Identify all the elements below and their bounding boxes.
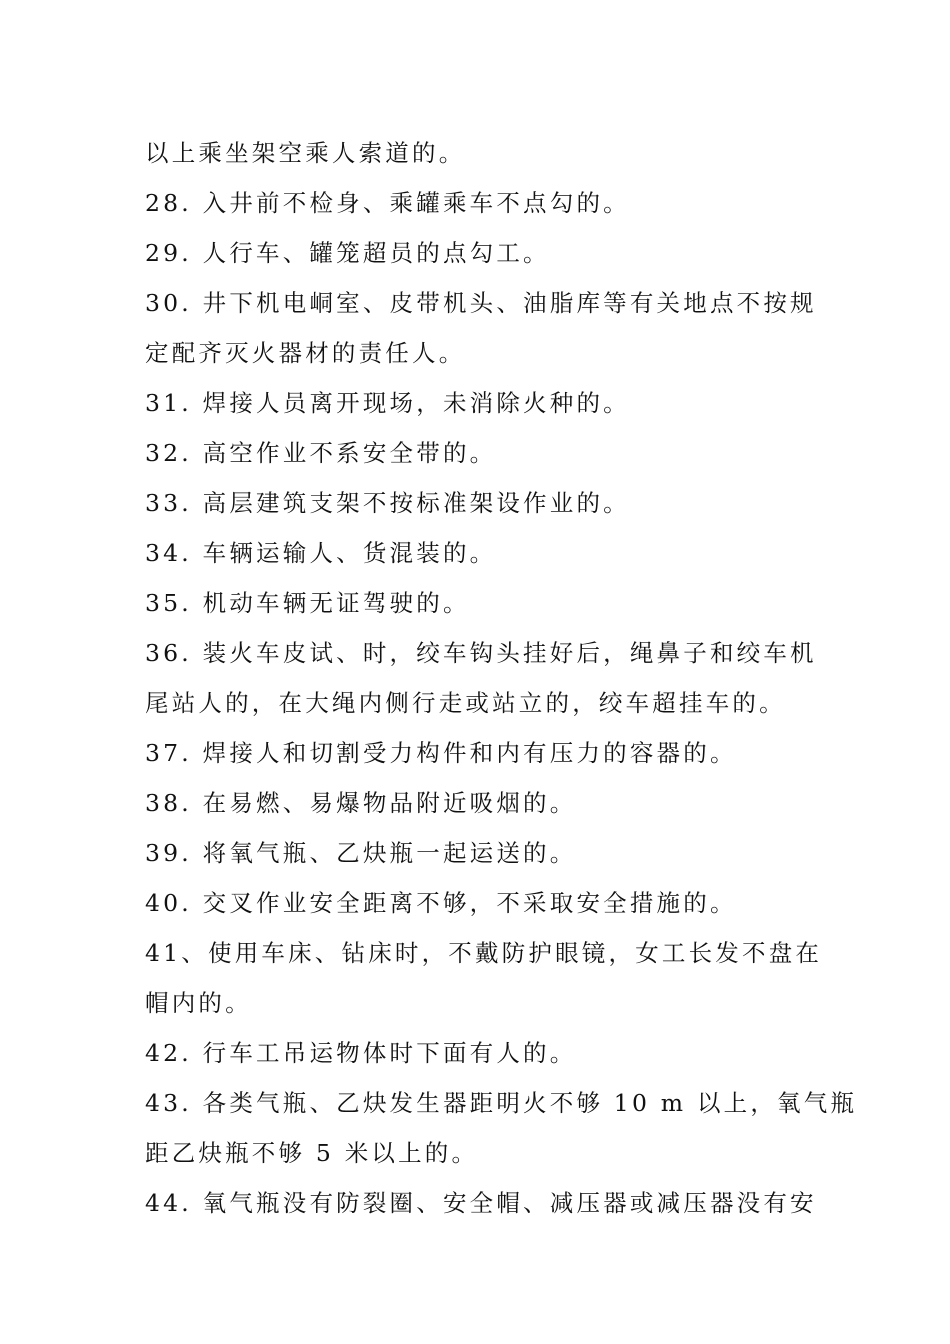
text-line: 42. 行车工吊运物体时下面有人的。: [145, 1039, 577, 1067]
text-line: 帽内的。: [145, 989, 252, 1017]
text-line: 40. 交叉作业安全距离不够，不采取安全措施的。: [145, 889, 737, 917]
text-line: 28. 入井前不检身、乘罐乘车不点勾的。: [145, 189, 630, 217]
text-line: 29. 人行车、罐笼超员的点勾工。: [145, 239, 550, 267]
text-line: 35. 机动车辆无证驾驶的。: [145, 589, 470, 617]
text-line: 41、使用车床、钻床时，不戴防护眼镜，女工长发不盘在: [145, 939, 823, 967]
text-line: 以上乘坐架空乘人索道的。: [145, 139, 466, 167]
text-line: 43. 各类气瓶、乙炔发生器距明火不够 10 m 以上，氧气瓶: [145, 1089, 858, 1117]
text-line: 定配齐灭火器材的责任人。: [145, 339, 466, 367]
text-line: 33. 高层建筑支架不按标准架设作业的。: [145, 489, 630, 517]
text-line: 31. 焊接人员离开现场，未消除火种的。: [145, 389, 630, 417]
text-line: 37. 焊接人和切割受力构件和内有压力的容器的。: [145, 739, 737, 767]
document-body: [145, 128, 858, 1228]
text-line: 32. 高空作业不系安全带的。: [145, 439, 497, 467]
text-line: 34. 车辆运输人、货混装的。: [145, 539, 497, 567]
text-line: 尾站人的，在大绳内侧行走或站立的，绞车超挂车的。: [145, 689, 786, 717]
text-line: 30. 井下机电峒室、皮带机头、油脂库等有关地点不按规: [145, 289, 817, 317]
text-line: 39. 将氧气瓶、乙炔瓶一起运送的。: [145, 839, 577, 867]
text-line: 距乙炔瓶不够 5 米以上的。: [145, 1139, 479, 1167]
text-line: 38. 在易燃、易爆物品附近吸烟的。: [145, 789, 577, 817]
text-line: 44. 氧气瓶没有防裂圈、安全帽、减压器或减压器没有安: [145, 1189, 817, 1217]
text-line: 36. 装火车皮试、时，绞车钩头挂好后，绳鼻子和绞车机: [145, 639, 817, 667]
